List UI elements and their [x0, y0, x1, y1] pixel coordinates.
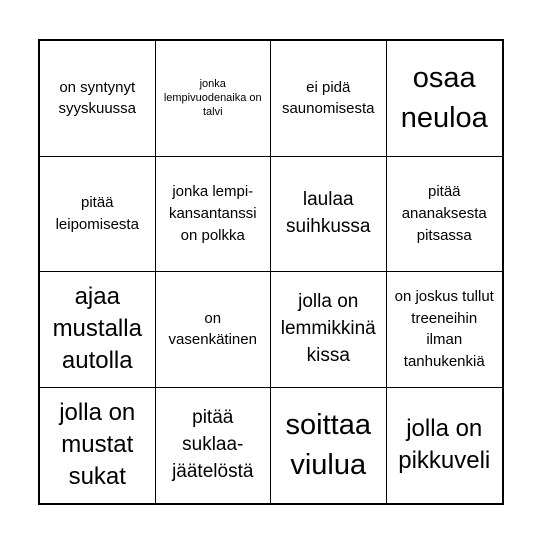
- bingo-card: [38, 39, 504, 505]
- bingo-cell-text: jolla on lemmikkinä kissa: [280, 291, 376, 366]
- bingo-cell-3-2[interactable]: [156, 272, 272, 388]
- bingo-cell-text: jonka lempi-kansantanssi on polkka: [168, 183, 257, 244]
- bingo-cell-2-1[interactable]: [40, 157, 156, 273]
- bingo-cell-4-4[interactable]: [387, 388, 503, 504]
- bingo-cell-text: laulaa suihkussa: [286, 189, 371, 237]
- bingo-cell-text: osaa neuloa: [400, 62, 488, 135]
- bingo-cell-1-2[interactable]: [156, 41, 272, 157]
- bingo-cell-3-4[interactable]: [387, 272, 503, 388]
- bingo-cell-3-1[interactable]: [40, 272, 156, 388]
- bingo-cell-1-3[interactable]: [271, 41, 387, 157]
- bingo-cell-2-2[interactable]: [156, 157, 272, 273]
- bingo-cell-2-3[interactable]: [271, 157, 387, 273]
- bingo-cell-text: jolla on pikkuveli: [398, 414, 491, 475]
- bingo-cell-text: soittaa viulua: [285, 409, 371, 482]
- bingo-cell-2-4[interactable]: [387, 157, 503, 273]
- bingo-cell-text: pitää suklaa-jäätelöstä: [172, 407, 254, 482]
- bingo-cell-text: on vasenkätinen: [168, 309, 257, 349]
- bingo-cell-4-1[interactable]: [40, 388, 156, 504]
- bingo-cell-text: ajaa mustalla autolla: [52, 282, 142, 375]
- bingo-cell-1-4[interactable]: [387, 41, 503, 157]
- bingo-cell-text: on joskus tullut treeneihin ilman tanhukenkiä: [394, 287, 494, 370]
- bingo-cell-4-3[interactable]: [271, 388, 387, 504]
- bingo-cell-4-2[interactable]: [156, 388, 272, 504]
- bingo-cell-1-1[interactable]: [40, 41, 156, 157]
- bingo-cell-text: pitää ananaksesta pitsassa: [401, 183, 487, 244]
- bingo-cell-3-3[interactable]: [271, 272, 387, 388]
- bingo-cell-text: jolla on mustat sukat: [59, 398, 136, 491]
- bingo-cell-text: ei pidä saunomisesta: [281, 78, 375, 118]
- bingo-cell-text: jonka lempivuodenaika on talvi: [163, 77, 262, 119]
- bingo-cell-text: pitää leipomisesta: [55, 194, 139, 233]
- bingo-cell-text: on syntynyt syyskuussa: [58, 78, 137, 118]
